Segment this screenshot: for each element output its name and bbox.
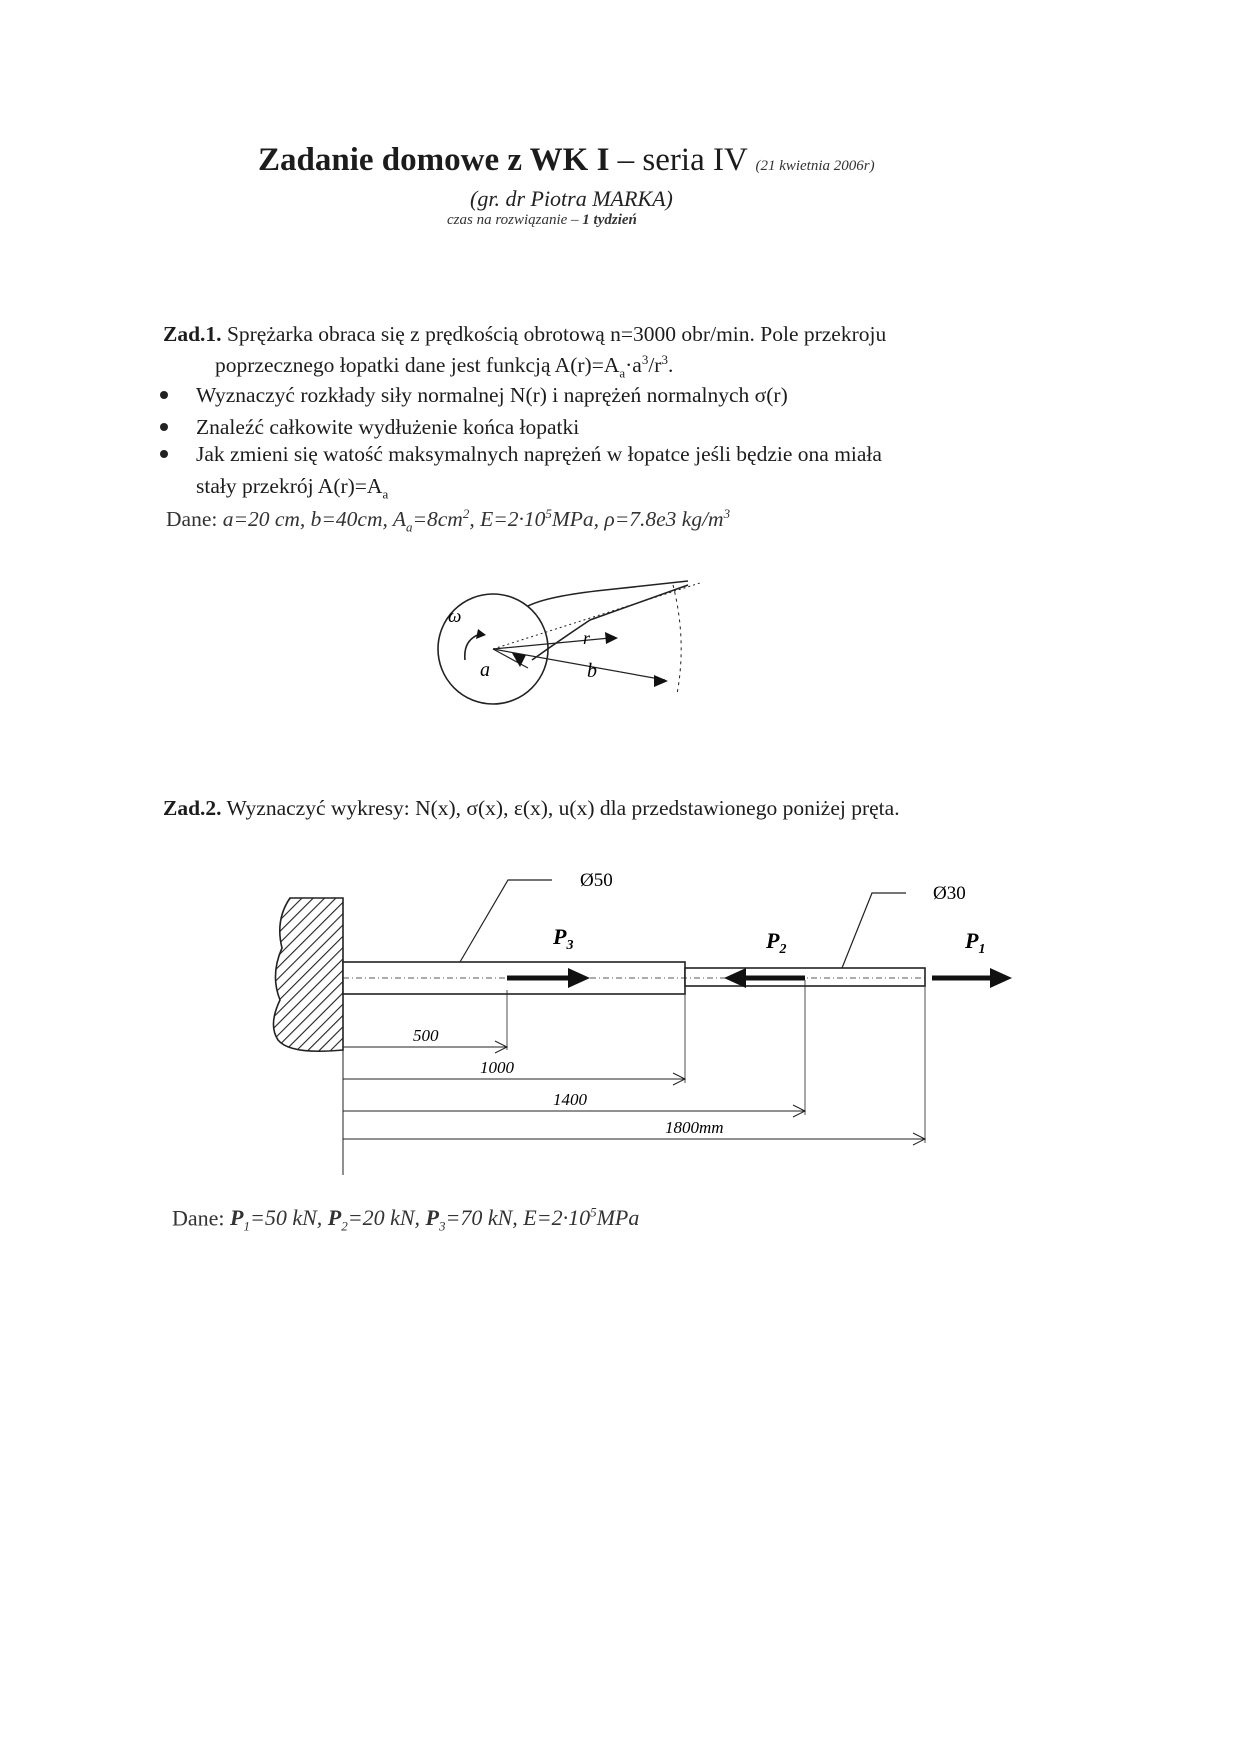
given-b: =8cm xyxy=(412,507,463,532)
omega-label: ω xyxy=(448,606,462,627)
task2-label: Zad.2. xyxy=(163,796,222,820)
given-sup1: 2 xyxy=(462,506,470,521)
bullet-cont-sub: a xyxy=(382,486,389,502)
given2-p1-val: =50 kN, xyxy=(249,1205,328,1231)
given-sup2: 5 xyxy=(545,506,552,521)
title-date: (21 kwietnia 2006r) xyxy=(755,158,875,174)
given2-p3: P xyxy=(425,1205,439,1231)
r-label: r xyxy=(583,628,591,648)
d30-leader xyxy=(842,893,906,968)
given2-p3-val: =70 kN, xyxy=(445,1205,524,1231)
d30-label: Ø30 xyxy=(933,883,966,904)
bullet-text: Wyznaczyć rozkłady siły normalnej N(r) i naprężeń normalnych σ(r) xyxy=(196,383,788,407)
given2-p2: P xyxy=(327,1205,342,1231)
bullet-text: Znaleźć całkowite wydłużenie końca łopatki xyxy=(196,415,580,439)
d50-label: Ø50 xyxy=(580,870,613,891)
p1-arrowhead-icon xyxy=(990,968,1012,988)
bullet-text: Jak zmieni się watość maksymalnych naprężeń w łopatce jeśli będzie ona miała xyxy=(196,442,882,466)
given2-e-unit: MPa xyxy=(596,1205,640,1231)
time-value: 1 tydzień xyxy=(582,212,637,228)
task1-line2-c: /r xyxy=(648,353,662,378)
p3-label: $P_3$ xyxy=(553,924,574,953)
given2-p3-sub: 3 xyxy=(438,1218,446,1234)
p2-label: $P_2$ xyxy=(766,928,787,957)
title-series: – seria IV xyxy=(609,142,748,178)
dim-1400-label: 1400 xyxy=(553,1090,587,1109)
given2-p2-val: =20 kN, xyxy=(347,1205,426,1231)
given-d: MPa, ρ=7.8e3 kg/m xyxy=(551,507,724,532)
dim-500-label: 500 xyxy=(413,1026,439,1045)
given2-label: Dane: xyxy=(172,1205,231,1231)
p1-label: $P_1$ xyxy=(965,928,986,957)
given2-p1-sub: 1 xyxy=(243,1218,250,1234)
title-main: Zadanie domowe z WK I xyxy=(258,142,610,178)
task1-line2-b: ·a xyxy=(625,353,642,378)
bullet-cont-text: stały przekrój A(r)=A xyxy=(196,474,383,498)
given2-p2-sub: 2 xyxy=(341,1218,348,1234)
given2-e: E=2·10 xyxy=(523,1205,591,1231)
dim-1000-label: 1000 xyxy=(480,1058,514,1077)
task1-line2-d: . xyxy=(667,353,674,378)
group-info: (gr. dr Piotra MARKA) xyxy=(470,186,673,211)
b-label: b xyxy=(587,660,597,682)
task1-line2-sub: a xyxy=(619,365,626,381)
given-sup3: 3 xyxy=(723,506,731,521)
given-a: a=20 cm, b=40cm, A xyxy=(222,507,406,532)
task1-line2-a: poprzecznego łopatki dane jest funkcją A(r)=A xyxy=(215,353,620,378)
given2-p1: P xyxy=(230,1205,244,1231)
fixed-wall-support xyxy=(273,898,343,1051)
task1-line2-sup2: 3 xyxy=(661,352,668,367)
given-label: Dane: xyxy=(166,507,223,532)
task1-text1: Sprężarka obraca się z prędkością obrotową n=3000 obr/min. Pole przekroju xyxy=(221,322,887,346)
a-label: a xyxy=(480,659,490,681)
time-prefix: czas na rozwiązanie – xyxy=(447,212,583,228)
given-c: , E=2·10 xyxy=(469,507,546,532)
given-sub: a xyxy=(406,519,413,535)
task1-line2-sup1: 3 xyxy=(641,352,649,367)
task2-text: Wyznaczyć wykresy: N(x), σ(x), ε(x), u(x) dla przedstawionego poniżej pręta. xyxy=(221,796,900,820)
given2-e-sup: 5 xyxy=(590,1205,597,1220)
task2-given-data xyxy=(172,1205,639,1235)
dim-1800-label: 1800mm xyxy=(665,1118,724,1137)
task1-label: Zad.1. xyxy=(163,322,222,346)
d50-leader xyxy=(460,880,552,962)
